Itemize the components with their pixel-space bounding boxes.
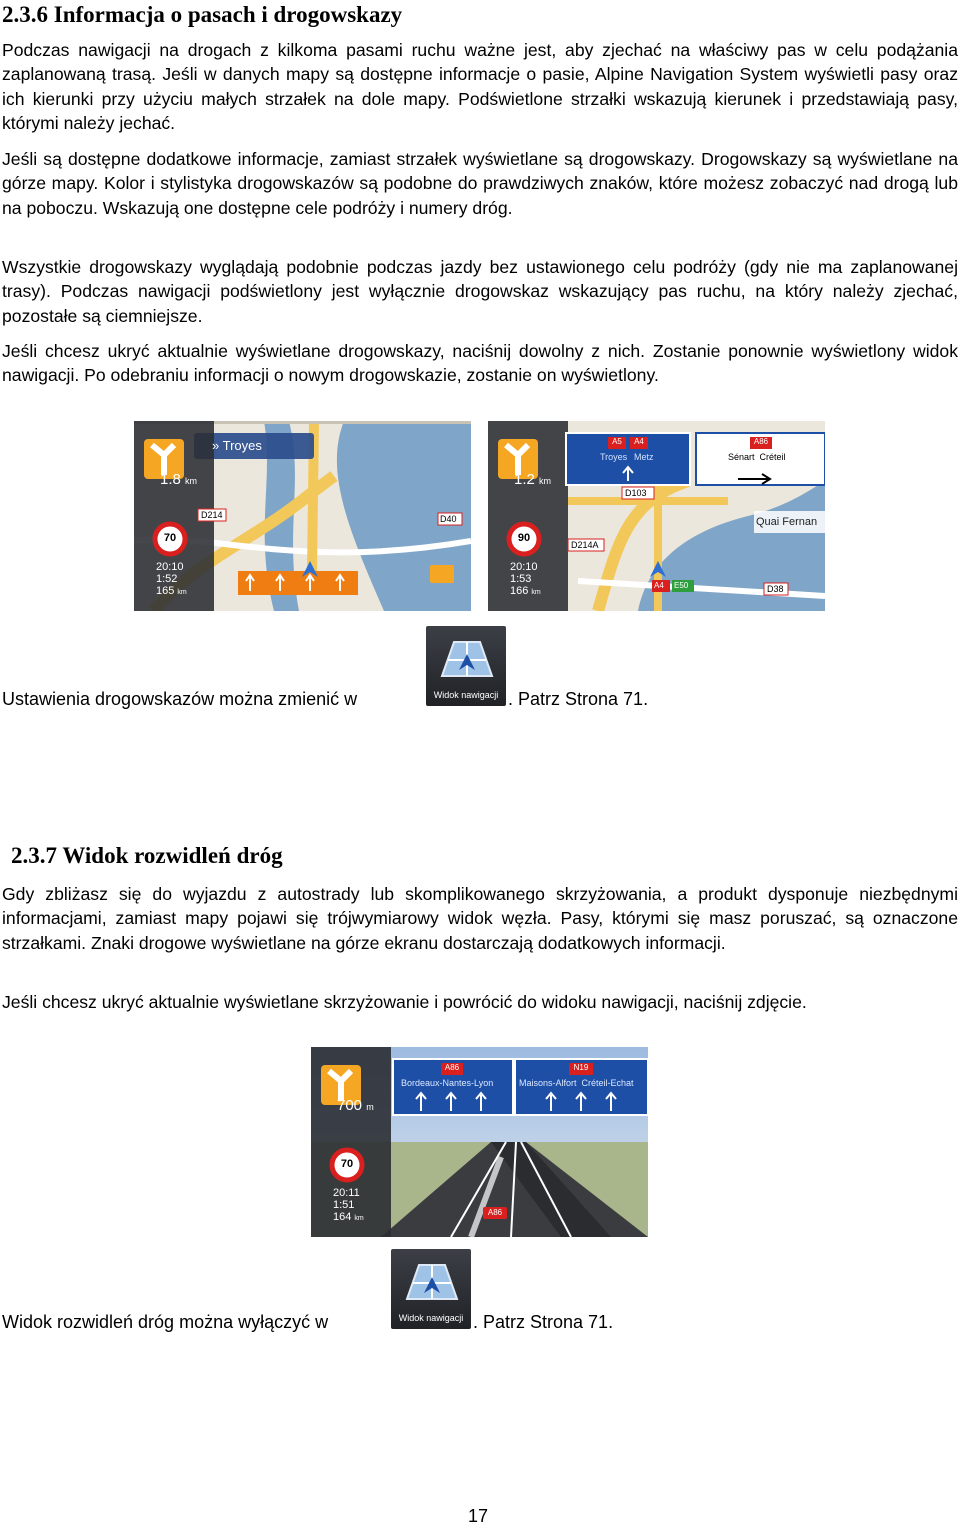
settings-hint-after: . Patrz Strona 71. (508, 689, 649, 709)
distance-to-turn (337, 1097, 374, 1114)
navigation-view-button-label: Widok nawigacji (433, 690, 499, 700)
page-number: 17 (468, 1506, 489, 1526)
paragraph-signposts: Jeśli są dostępne dodatkowe informacje, zamiast strzałek wyświetlane są drogowskazy. Drogowskazy są wyświetlane na górze mapy. Kolor i stylistyka drogowskazów są podobne do prawdziwych znaków, które możesz zobaczyć nad drogą lub na poboczu. Wskazują one dostępne cele podróży i numery dróg. (2, 149, 958, 218)
speed-limit-sign: 70 (163, 532, 177, 544)
paragraph-hide-junction: Jeśli chcesz ukryć aktualnie wyświetlane skrzyżowanie i powrócić do widoku nawigacji, naciśnij zdjęcie. (2, 992, 807, 1012)
remaining-distance-unit: km (354, 1215, 364, 1222)
road-number-label: E50 (674, 581, 689, 590)
remaining-time-value: 1:51 (333, 1199, 355, 1211)
signpost-destination: Metz (634, 452, 654, 462)
road-number-label: D38 (767, 584, 784, 594)
remaining-time-value: 1:52 (156, 573, 178, 585)
signpost-road-number: A4 (634, 437, 644, 446)
screenshot-junction-view (311, 1047, 648, 1237)
road-number-label: A86 (487, 1208, 503, 1217)
map-navigation-icon (391, 1249, 471, 1309)
paragraph-hide-signposts: Jeśli chcesz ukryć aktualnie wyświetlane drogowskazy, naciśnij dowolny z nich. Zostanie ponownie wyświetlony widok nawigacji. Po odebraniu informacji o nowym drogowskazie, zostanie on wyświetlony. (2, 341, 958, 386)
map-navigation-icon (426, 626, 506, 686)
remaining-time-value: 1:53 (510, 573, 532, 585)
signpost-destination: Troyes (600, 452, 628, 462)
street-name-label: Quai Fernan (756, 516, 818, 528)
road-number-label: D103 (625, 488, 647, 498)
remaining-distance-value: 164 (333, 1211, 352, 1223)
distance-unit: km (539, 476, 552, 486)
distance-to-turn (160, 471, 197, 488)
distance-to-turn (514, 471, 551, 488)
trip-info-panel (333, 1187, 364, 1225)
remaining-distance-value: 165 (156, 585, 175, 597)
trip-info-panel (510, 561, 541, 599)
navigation-view-button[interactable] (391, 1249, 471, 1329)
distance-value: 700 (337, 1097, 363, 1114)
trip-info-panel (156, 561, 187, 599)
signpost-road-number: A86 (753, 437, 769, 446)
junction-hint-after: . Patrz Strona 71. (473, 1312, 614, 1332)
remaining-distance-value: 166 (510, 585, 529, 597)
eta-value: 20:10 (156, 561, 184, 573)
section-heading-2-3-6: 2.3.6 Informacja o pasach i drogowskazy (2, 2, 403, 27)
road-number-label: D214 (201, 510, 223, 520)
signpost-road-number: A5 (612, 437, 622, 446)
street-name-label: » Troyes (212, 438, 262, 453)
section-heading-2-3-7: 2.3.7 Widok rozwidleń dróg (11, 843, 283, 868)
settings-hint-before: Ustawienia drogowskazów można zmienić w (2, 689, 358, 709)
distance-unit: m (366, 1102, 374, 1112)
signpost-destination: Sénart Créteil (728, 452, 786, 462)
speed-limit-sign: 70 (340, 1158, 354, 1170)
remaining-distance-unit: km (531, 589, 541, 596)
road-number-label: A4 (654, 581, 664, 590)
signpost-road-number: N19 (573, 1063, 589, 1072)
paragraph-lanes-intro: Podczas nawigacji na drogach z kilkoma pasami ruchu ważne jest, aby zjechać na właściwy pas w celu podążania zaplanowaną trasą. Jeśli w danych mapy są dostępne informacje o pasie, Alpine Navigation System wyświetli pasy oraz ich kierunki przy użyciu małych strzałek na dole mapy. Podświetlone strzałki wskazują kierunek i przedstawiają pasy, którymi należy jechać. (2, 40, 958, 133)
remaining-distance (156, 585, 187, 599)
distance-value: 1.8 (160, 471, 181, 488)
road-number-label: D214A (571, 540, 599, 550)
navigation-view-button[interactable] (426, 626, 506, 706)
junction-hint-before: Widok rozwidleń dróg można wyłączyć w (2, 1312, 329, 1332)
remaining-distance-unit: km (177, 589, 187, 596)
signpost-destination: Bordeaux-Nantes-Lyon (401, 1078, 494, 1088)
eta-value: 20:11 (333, 1187, 360, 1199)
eta-value: 20:10 (510, 561, 538, 573)
screenshot-lane-guidance (134, 421, 471, 611)
paragraph-signposts-highlight: Wszystkie drogowskazy wyglądają podobnie podczas jazdy bez ustawionego celu podróży (gdy nie ma zaplanowanej trasy). Podczas nawigacji podświetlony jest wyłącznie drogowskaz wskazujący pas ruchu, na który należy zjechać, pozostałe są ciemniejsze. (2, 257, 958, 326)
navigation-view-button-label: Widok nawigacji (398, 1313, 464, 1323)
screenshot-signposts (488, 421, 825, 611)
paragraph-junction-view: Gdy zbliżasz się do wyjazdu z autostrady lub skomplikowanego skrzyżowania, a produkt dysponuje niezbędnymi informacjami, zamiast mapy pojawi się trójwymiarowy widok węzła. Pasy, którymi się masz poruszać, są oznaczone strzałkami. Znaki drogowe wyświetlane na górze ekranu dostarczają dodatkowych informacji. (2, 884, 958, 953)
remaining-distance (510, 585, 541, 599)
road-number-label: D40 (440, 514, 457, 524)
remaining-distance (333, 1211, 364, 1225)
signpost-road-number: A86 (444, 1063, 460, 1072)
distance-unit: km (185, 476, 198, 486)
distance-value: 1.2 (514, 471, 535, 488)
speed-limit-sign: 90 (517, 532, 531, 544)
signpost-destination: Maisons-Alfort Créteil-Echat (519, 1078, 634, 1088)
